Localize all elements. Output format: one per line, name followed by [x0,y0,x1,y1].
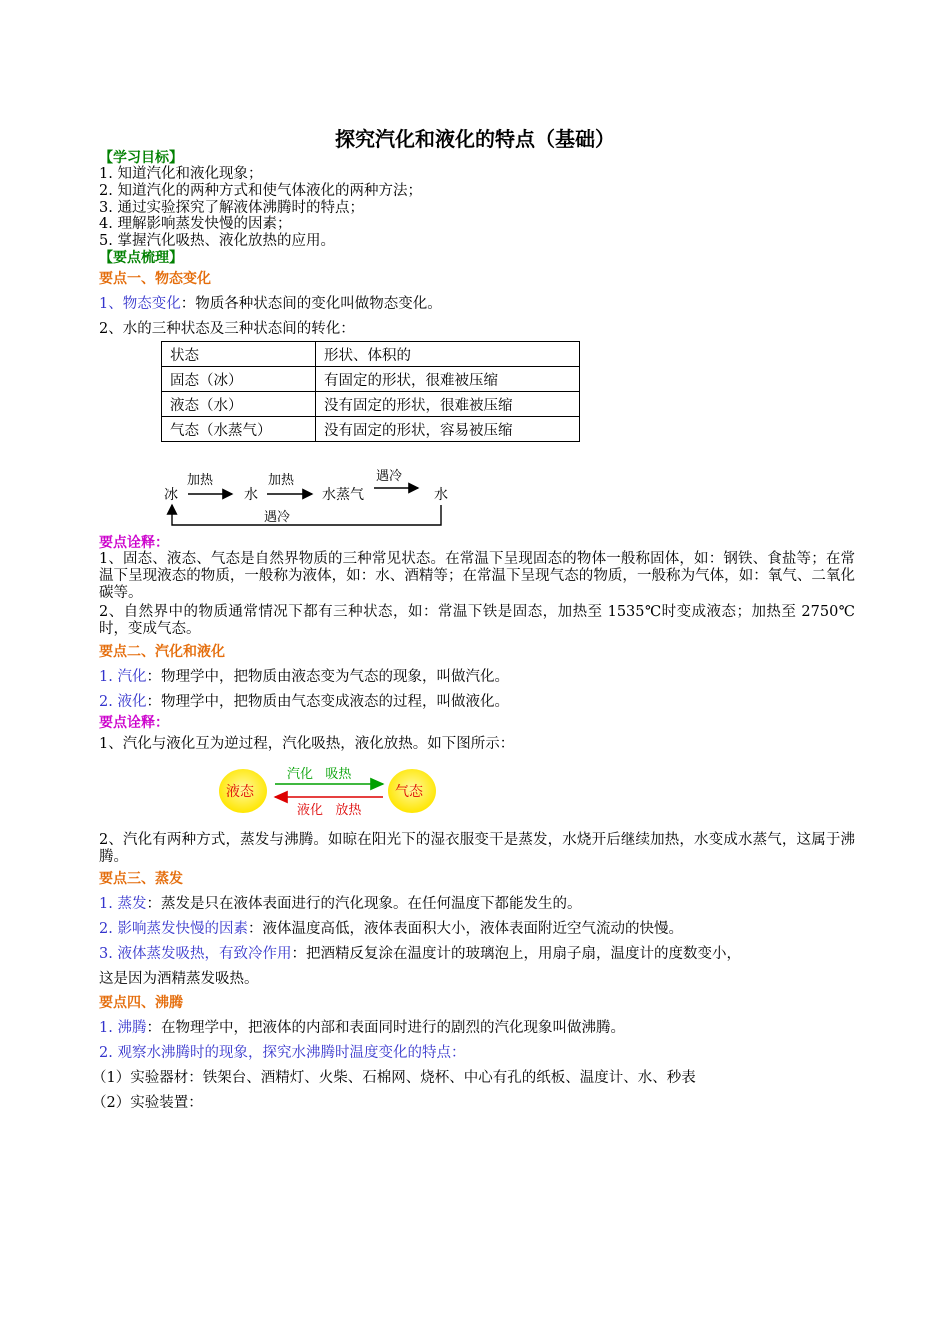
definition: ：物理学中，把物质由液态变为气态的现象，叫做汽化。 [146,669,509,685]
definition: ：液体温度高低，液体表面积大小，液体表面附近空气流动的快慢。 [247,921,683,937]
table-row [162,392,580,417]
note-paragraph: 1、汽化与液化互为逆过程，汽化吸热，液化放热。如下图所示： [99,736,515,752]
table-cell: 没有固定的形状，容易被压缩 [316,417,580,442]
term: 2. 影响蒸发快慢的因素 [99,921,248,937]
section4-heading: 要点四、沸腾 [99,995,183,1011]
section4-p2: 2. 观察水沸腾时的现象，探究水沸腾时温度变化的特点： [99,1045,466,1061]
table-cell: 状态 [162,342,316,367]
label-water: 水 [434,487,448,503]
table-row [162,417,580,442]
term: 3. 液体蒸发吸热，有致冷作用 [99,946,292,962]
note-heading: 要点诠释： [99,715,169,731]
label-heat: 加热 [268,473,295,488]
definition: ：在物理学中，把液体的内部和表面同时进行的剧烈的汽化现象叫做沸腾。 [146,1020,625,1036]
water-state-diagram [160,465,460,530]
section2-heading: 要点二、汽化和液化 [99,644,225,660]
phase-change-diagram [215,764,440,820]
objective-item: 4. 理解影响蒸发快慢的因素； [99,216,292,232]
definition: ：蒸发是只在液体表面进行的汽化现象。在任何温度下都能发生的。 [146,896,582,912]
outline-heading: 【要点梳理】 [99,250,183,266]
definition: ：把酒精反复涂在温度计的玻璃泡上，用扇子扇，温度计的度数变小， [291,946,741,962]
objective-item: 5. 掌握汽化吸热、液化放热的应用。 [99,233,335,249]
label-heat: 加热 [187,473,214,488]
objective-item: 1. 知道汽化和液化现象； [99,166,263,182]
table-cell: 液态（水） [162,392,316,417]
states-table [161,341,580,442]
definition: ：物理学中，把物质由气态变成液态的过程，叫做液化。 [146,694,509,710]
section3-heading: 要点三、蒸发 [99,871,183,887]
objective-item: 3. 通过实验探究了解液体沸腾时的特点； [99,200,364,216]
label-liquid: 液态 [226,784,254,800]
return-arrow [172,505,441,525]
page-title: 探究汽化和液化的特点（基础） [335,127,615,151]
table-cell: 没有固定的形状，很难被压缩 [316,392,580,417]
note-paragraph: 2、自然界中的物质通常情况下都有三种状态，如：常温下铁是固态，加热至 1535℃时变成液态；加热至 2750℃时，变成气态。 [99,604,855,637]
label-liquefy: 液化 放热 [297,803,362,818]
section2-p2 [99,694,509,711]
label-cool: 遇冷 [376,469,403,484]
section3-p2 [99,921,683,938]
term: 1、物态变化 [99,296,181,312]
section3-p1 [99,896,581,913]
table-cell: 形状、体积的 [316,342,580,367]
label-steam: 水蒸气 [322,487,364,503]
table-cell: 有固定的形状，很难被压缩 [316,367,580,392]
section4-p1 [99,1020,625,1037]
note-heading: 要点诠释： [99,535,169,551]
section3-p3 [99,946,741,963]
section1-heading: 要点一、物态变化 [99,271,211,287]
section1-p2: 2、水的三种状态及三种状态间的转化： [99,321,355,337]
term: 1. 沸腾 [99,1020,147,1036]
note-paragraph: 1、固态、液态、气态是自然界物质的三种常见状态。在常温下呈现固态的物体一般称固体，如：钢铁、食盐等；在常温下呈现液态的物质，一般称为液体，如：水、酒精等；在常温下呈现气态的物质，一般称为气体，如：氧气、二氧化碳等。 [99,551,855,601]
note-paragraph: 2、汽化有两种方式，蒸发与沸腾。如晾在阳光下的湿衣服变干是蒸发，水烧开后继续加热，水变成水蒸气，这属于沸腾。 [99,832,855,865]
label-gas: 气态 [395,784,423,800]
objectives-heading: 【学习目标】 [99,150,183,166]
label-cool: 遇冷 [264,510,291,525]
table-cell: 固态（冰） [162,367,316,392]
term: 1. 蒸发 [99,896,147,912]
definition: ：物质各种状态间的变化叫做物态变化。 [180,296,442,312]
section3-p3-cont: 这是因为酒精蒸发吸热。 [99,971,259,987]
label-vaporize: 汽化 吸热 [287,767,352,782]
term: 1. 汽化 [99,669,147,685]
section4-p3: （1）实验器材：铁架台、酒精灯、火柴、石棉网、烧杯、中心有孔的纸板、温度计、水、秒表 [92,1070,696,1086]
table-row [162,367,580,392]
section2-p1 [99,669,509,686]
objective-item: 2. 知道汽化的两种方式和使气体液化的两种方法； [99,183,422,199]
label-water: 水 [244,487,258,503]
section4-p4: （2）实验装置： [92,1095,203,1111]
label-ice: 冰 [164,487,178,503]
section1-p1 [99,296,442,313]
table-cell: 气态（水蒸气） [162,417,316,442]
term: 2. 液化 [99,694,147,710]
table-header-row [162,342,580,367]
